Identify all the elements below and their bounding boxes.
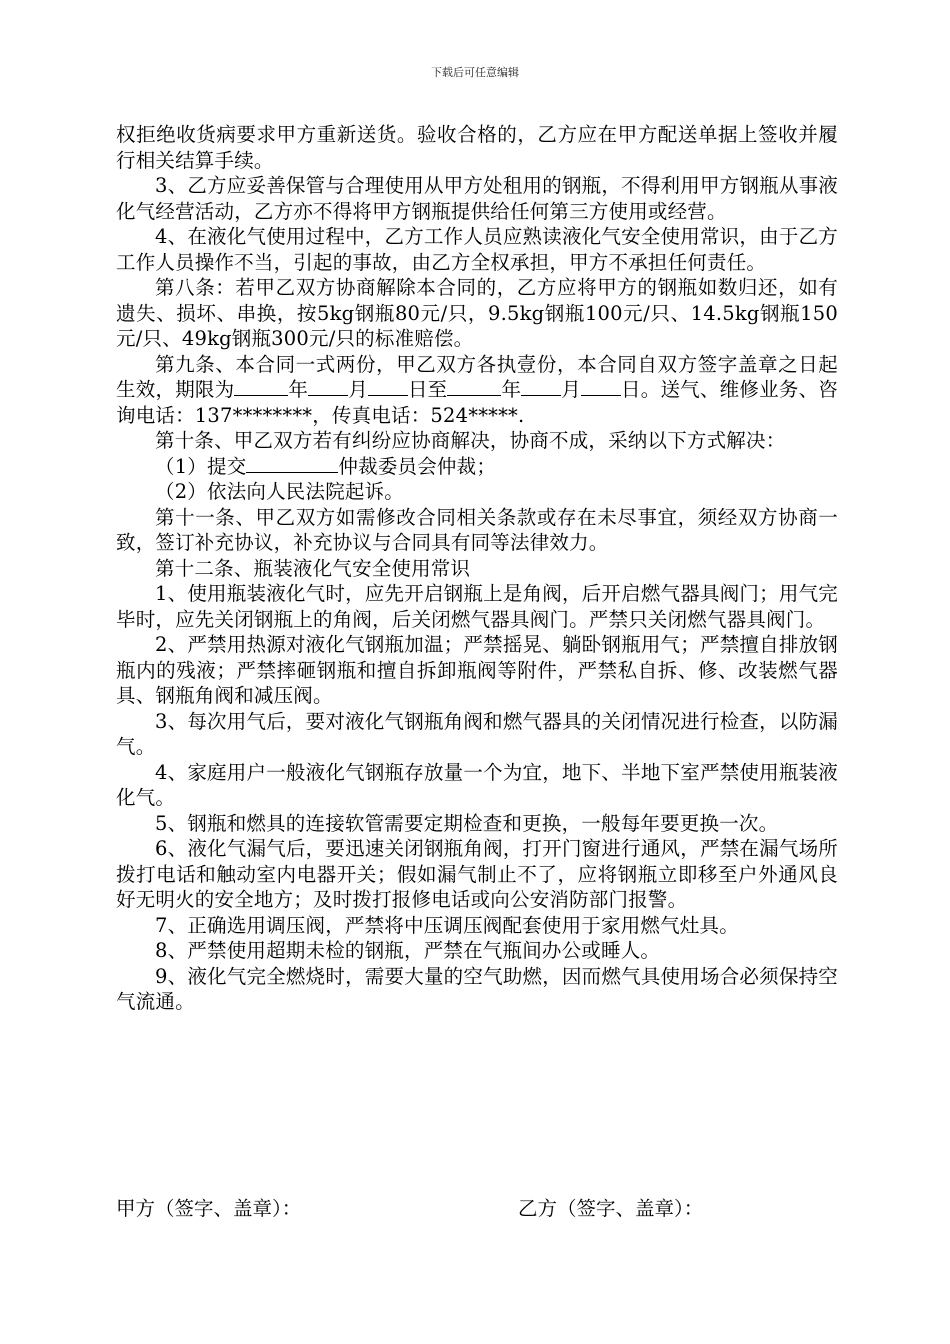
article-8: 第八条：若甲乙双方协商解除本合同的，乙方应将甲方的钢瓶如数归还，如有遗失、损坏、串换，按5kg钢瓶80元/只，9.5kg钢瓶100元/只、14.5kg钢瓶150元/只、49kg钢瓶300元/只的标准赔偿。	[116, 276, 838, 350]
unit-year: 年	[288, 378, 309, 401]
paragraph: 4、在液化气使用过程中，乙方工作人员应熟读液化气安全使用常识，由于乙方工作人员操作不当，引起的事故，由乙方全权承担，甲方不承担任何责任。	[116, 225, 838, 274]
safety-item: 1、使用瓶装液化气时，应先开启钢瓶上是角阀，后开启燃气器具阀门；用气完毕时，应先关闭钢瓶上的角阀，后关闭燃气器具阀门。严禁只关闭燃气器具阀门。	[116, 582, 838, 631]
party-b-signature-label: 乙方（签字、盖章）：	[518, 1197, 704, 1220]
party-a-signature-label: 甲方（签字、盖章）：	[116, 1197, 302, 1220]
unit-day-to: 日至	[407, 378, 448, 401]
article-9	[116, 352, 838, 429]
article-10: 第十条、甲乙双方若有纠纷应协商解决，协商不成，采纳以下方式解决：	[155, 429, 786, 452]
safety-item: 2、严禁用热源对液化气钢瓶加温；严禁摇晃、躺卧钢瓶用气；严禁擅自排放钢瓶内的残液；严禁摔砸钢瓶和擅自拆卸瓶阀等附件，严禁私自拆、修、改装燃气器具、钢瓶角阀和减压阀。	[116, 633, 838, 707]
safety-item: 9、液化气完全燃烧时，需要大量的空气助燃，因而燃气具使用场合必须保持空气流通。	[116, 964, 838, 1013]
safety-item: 7、正确选用调压阀，严禁将中压调压阀配套使用于家用燃气灶具。	[155, 913, 739, 937]
safety-item: 5、钢瓶和燃具的连接软管需要定期检查和更换，一般每年要更换一次。	[155, 811, 779, 835]
safety-item: 8、严禁使用超期未检的钢瓶，严禁在气瓶间办公或睡人。	[155, 939, 661, 962]
paragraph: 权拒绝收货病要求甲方重新送货。验收合格的，乙方应在甲方配送单据上签收并履行相关结算手续。	[116, 123, 838, 172]
article-12-title: 第十二条、瓶装液化气安全使用常识	[155, 556, 471, 580]
unit-year: 年	[501, 378, 522, 401]
blank-start-month	[308, 377, 348, 396]
unit-month: 月	[348, 378, 368, 401]
option-1	[116, 454, 838, 480]
safety-item: 3、每次用气后，要对液化气钢瓶角阀和燃气器具的关闭情况进行检查，以防漏气。	[116, 709, 838, 758]
safety-item: 4、家庭用户一般液化气钢瓶存放量一个为宜，地下、半地下室严禁使用瓶装液化气。	[116, 760, 838, 809]
paragraph: 3、乙方应妥善保管与合理使用从甲方处租用的钢瓶，不得利用甲方钢瓶从事液化气经营活动，乙方亦不得将甲方钢瓶提供给任何第三方使用或经营。	[116, 174, 838, 223]
contract-body	[116, 122, 838, 1015]
blank-start-year	[234, 377, 288, 396]
blank-start-day	[368, 377, 408, 396]
option-2: （2）依法向人民法院起诉。	[155, 480, 405, 503]
option-1-text: （1）提交	[155, 454, 247, 478]
safety-item: 6、液化气漏气后，要迅速关闭钢瓶角阀，打开门窗进行通风，严禁在漏气场所拨打电话和触动室内电器开关；假如漏气制止不了，应将钢瓶立即移至户外通风良好无明火的安全地方；及时拨打报修电话或向公安消防部门报警。	[116, 837, 838, 911]
unit-month: 月	[561, 378, 581, 401]
article-11: 第十一条、甲乙双方如需修改合同相关条款或存在未尽事宜，须经双方协商一致，签订补充协议，补充协议与合同具有同等法律效力。	[116, 505, 838, 554]
option-1-suffix: 仲裁委员会仲裁；	[338, 454, 497, 478]
header-note: 下载后可任意编辑	[431, 66, 519, 79]
article-9-contact: 日。送气、维修业务、咨询电话：137********，传真电话：524*****.	[116, 378, 838, 427]
blank-end-month	[521, 377, 561, 396]
blank-end-day	[581, 377, 621, 396]
article-9-text: 第九条、本合同一式两份，甲乙双方各执壹份，本合同自双方签字盖章之日起生效，期限为	[116, 352, 838, 401]
blank-arbitration	[246, 454, 338, 473]
blank-end-year	[447, 377, 501, 396]
